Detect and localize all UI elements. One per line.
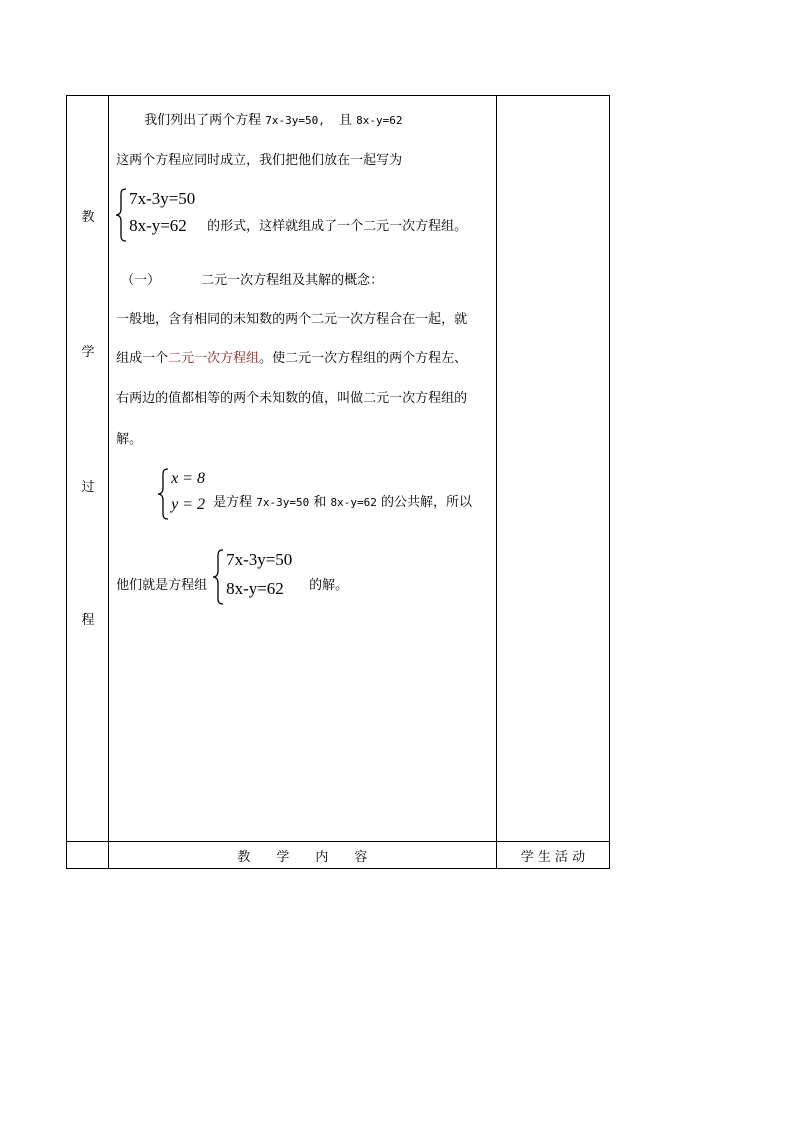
footer-content-header: 教 学 内 容 [109,842,497,869]
system1-equation-1: 7x-3y=50 [129,189,196,208]
conclusion-suffix: 的解。 [309,578,349,593]
left-brace-icon [115,188,127,242]
system2-equation-2: 8x-y=62 [226,579,284,598]
footer-stage-cell [67,842,109,869]
intro-and: 且 [338,113,352,128]
teaching-content-cell [109,96,497,842]
solution-text-a: 是方程 [213,495,253,510]
solution-equation-b: 8x-y=62 [330,496,377,509]
solution-text-c: 的公共解，所以 [381,495,473,510]
lesson-plan-table [66,95,610,869]
stage-column [67,96,109,842]
system1-equation-2: 8x-y=62 [129,216,187,235]
intro-text: 我们列出了两个方程 [144,113,262,128]
stage-label-1: 教 [81,210,95,225]
solution-system [157,468,217,520]
intro-line [144,109,402,128]
definition-line-2 [116,347,467,366]
definition-suffix: 。使二元一次方程组的两个方程左、 [259,351,468,366]
definition-prefix: 组成一个 [116,351,169,366]
solution-sentence [213,491,472,510]
section-number: （一） [121,273,161,288]
system2-equation-1: 7x-3y=50 [226,550,293,569]
section-title: 二元一次方程组及其解的概念： [201,273,384,288]
table-footer-row [67,842,610,869]
student-activity-cell [496,96,609,842]
definition-line-4: 解。 [116,432,143,447]
stage-label-2: 学 [81,345,95,360]
left-brace-icon [212,549,224,605]
stage-label-3: 过 [81,480,95,495]
intro-equation-2: 8x-y=62 [356,114,403,127]
left-brace-icon [157,468,169,520]
system1-suffix: 的形式，这样就组成了一个二元一次方程组。 [207,219,468,234]
simultaneous-line: 这两个方程应同时成立，我们把他们放在一起写为 [116,153,403,168]
intro-equation-1: 7x-3y=50, [265,114,325,127]
definition-line-3: 右两边的值都相等的两个未知数的值，叫做二元一次方程组的 [116,391,468,406]
footer-activity-header: 学 生 活 动 [496,842,609,869]
solution-y: y = 2 [171,496,205,513]
definition-line-1: 一般地，含有相同的未知数的两个二元一次方程合在一起，就 [116,312,468,327]
solution-equation-a: 7x-3y=50 [256,496,310,509]
solution-x: x = 8 [171,470,205,487]
stage-label-4: 程 [81,613,95,628]
equation-system-2 [212,549,322,605]
definition-term: 二元一次方程组 [168,351,260,366]
lesson-main-row [67,96,610,842]
conclusion-prefix: 他们就是方程组 [116,578,208,593]
solution-text-b: 和 [313,495,327,510]
